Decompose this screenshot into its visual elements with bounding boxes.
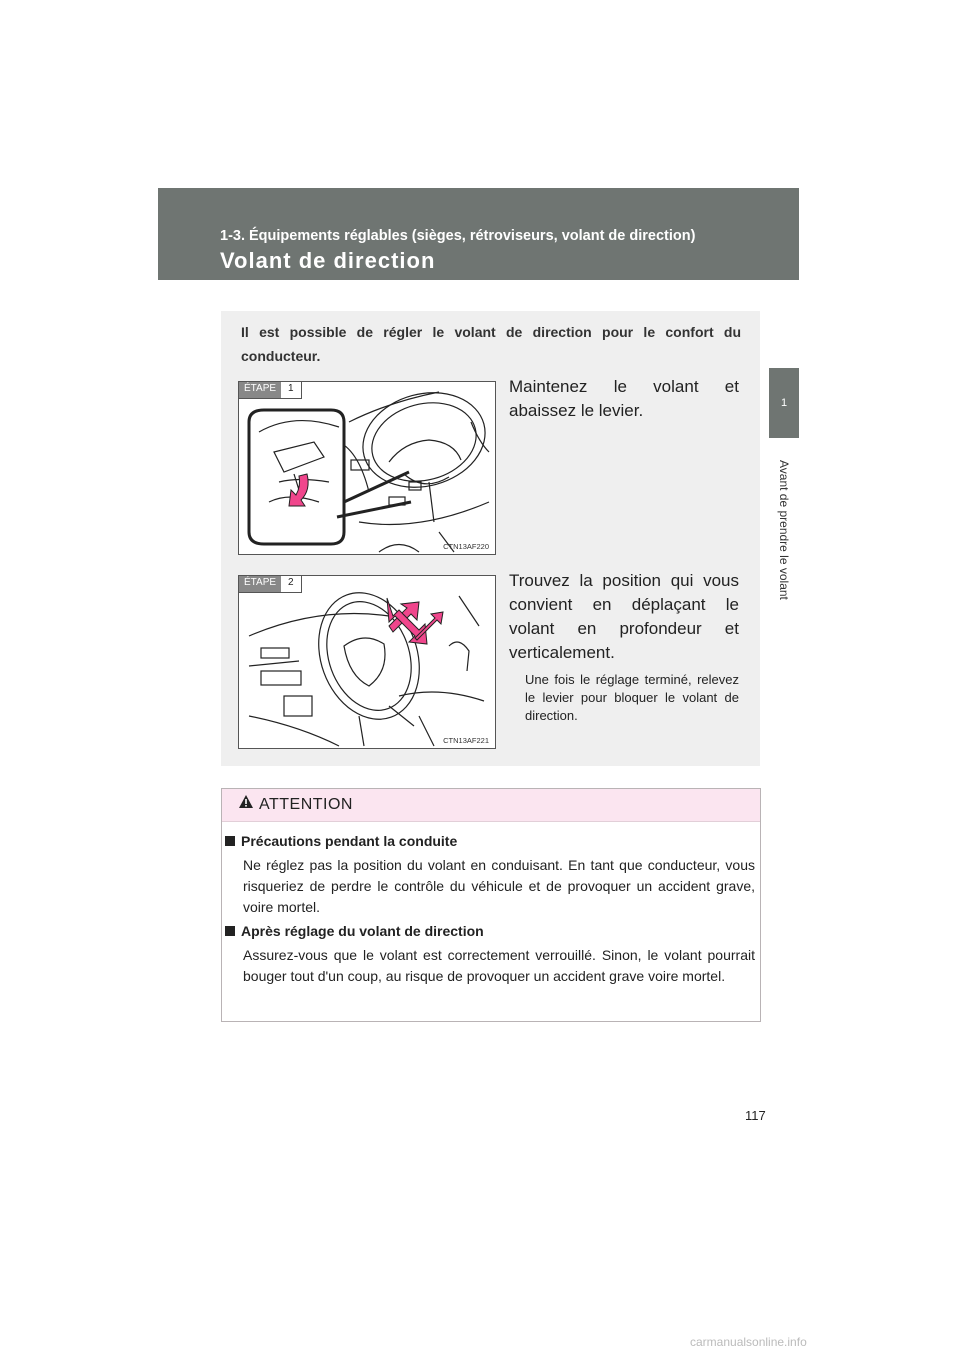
section-header bbox=[158, 188, 799, 280]
warning-header bbox=[222, 789, 760, 822]
steering-lever-drawing bbox=[239, 382, 495, 554]
steering-adjust-drawing bbox=[239, 576, 495, 748]
watermark: carmanualsonline.info bbox=[690, 1335, 807, 1349]
section-breadcrumb: 1-3. Équipements réglables (sièges, rétroviseurs, volant de direction) bbox=[220, 228, 696, 244]
black-square-bullet-icon bbox=[225, 926, 235, 936]
warning-item-heading: Précautions pendant la conduite bbox=[225, 833, 457, 849]
step-2-badge bbox=[239, 576, 302, 593]
warning-item-text: Assurez-vous que le volant est correctement verrouillé. Sinon, le volant pourrait bouger tout d'un coup, au risque de provoquer un accident grave voire mortel. bbox=[243, 947, 755, 984]
step-2-note: Une fois le réglage terminé, relevez le levier pour bloquer le volant de direction. bbox=[525, 672, 739, 723]
step-badge-label: ÉTAPE bbox=[239, 576, 281, 592]
page-number: 117 bbox=[745, 1108, 766, 1123]
black-square-bullet-icon bbox=[225, 836, 235, 846]
step-1-badge bbox=[239, 382, 302, 399]
image-code: CTN13AF221 bbox=[443, 736, 489, 745]
intro-text: Il est possible de régler le volant de direction pour le confort du conducteur. bbox=[241, 324, 741, 364]
warning-triangle-icon bbox=[238, 794, 254, 809]
step-1-illustration bbox=[238, 381, 496, 555]
step-badge-label: ÉTAPE bbox=[239, 382, 281, 398]
page-title: Volant de direction bbox=[220, 248, 436, 273]
chapter-tab-number: 1 bbox=[769, 368, 799, 438]
procedure-panel bbox=[221, 311, 760, 766]
step-badge-number: 2 bbox=[281, 576, 301, 592]
step-2-text: Trouvez la position qui vous convient en déplaçant le volant en profondeur et verticalement. bbox=[509, 571, 739, 662]
warning-item-text: Ne réglez pas la position du volant en conduisant. En tant que conducteur, vous risqueriez de perdre le contrôle du véhicule et de provoquer un accident grave, voire mortel. bbox=[243, 857, 755, 915]
step-2-illustration bbox=[238, 575, 496, 749]
step-1-text: Maintenez le volant et abaissez le levier. bbox=[509, 377, 739, 420]
chapter-tab-label: Avant de prendre le volant bbox=[777, 460, 791, 600]
image-code: CTN13AF220 bbox=[443, 542, 489, 551]
warning-box bbox=[221, 788, 761, 1022]
step-badge-number: 1 bbox=[281, 382, 301, 398]
warning-item-heading: Après réglage du volant de direction bbox=[225, 923, 484, 939]
warning-title: ATTENTION bbox=[259, 796, 353, 813]
